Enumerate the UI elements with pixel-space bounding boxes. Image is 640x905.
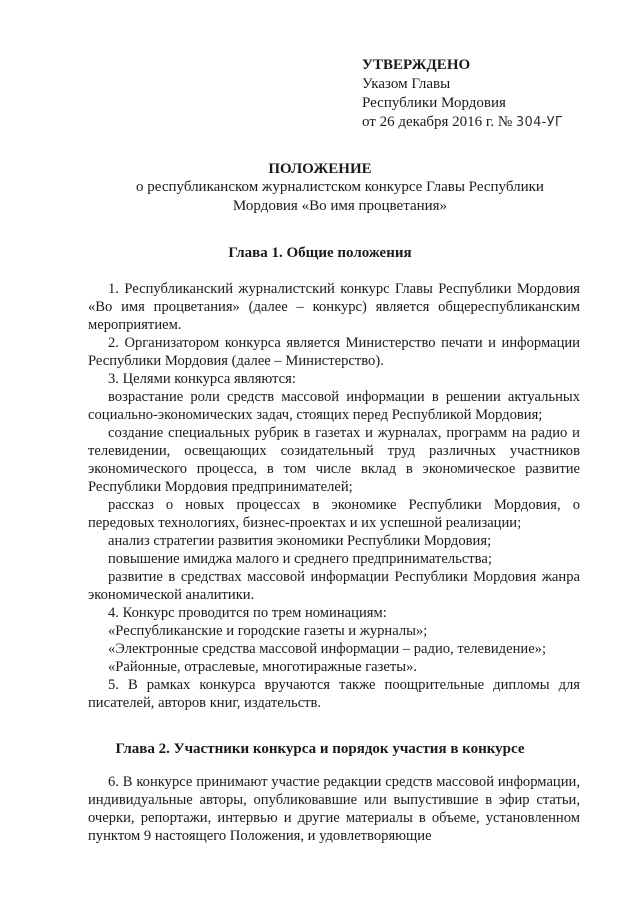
paragraph: 6. В конкурсе принимают участие редакции средств массовой информации, индивидуальные авторы, опубликовавшие или выпустившие в эфир статьи, очерки, репортажи, интервью и другие материалы в объеме, установленном пунктом 9 настоящего Положения, и удовлетворяющие [88,774,580,844]
paragraph: возрастание роли средств массовой информации в решении актуальных социально-экономических задач, стоящих перед Республикой Мордовия; [88,389,580,423]
document-subtitle: о республиканском журналистском конкурсе Главы Республики Мордовия «Во имя процветания» [136,179,544,214]
paragraph: создание специальных рубрик в газетах и журналах, программ на радио и телевидении, освещающих созидательный труд различных участников экономического процесса, в том числе вклад в экономическое развитие Республики Мордовия предпринимателей; [88,425,580,495]
paragraph: повышение имиджа малого и среднего предпринимательства; [108,551,492,567]
paragraph: развитие в средствах массовой информации Республики Мордовия жанра экономической аналитики. [88,569,580,603]
chapter-2-body [88,773,580,845]
chapter-1-heading: Глава 1. Общие положения [228,245,412,261]
paragraph: 2. Организатором конкурса является Министерство печати и информации Республики Мордовия (далее – Министерство). [88,335,580,369]
document-title: ПОЛОЖЕНИЕ [268,161,372,177]
approval-heading: УТВЕРЖДЕНО [362,57,471,73]
paragraph: анализ стратегии развития экономики Республики Мордовия; [108,533,492,549]
paragraph: 5. В рамках конкурса вручаются также поощрительные дипломы для писателей, авторов книг, издательств. [88,677,580,711]
decree-number: 304-УГ [515,115,564,130]
paragraph: «Районные, отраслевые, многотиражные газеты». [108,659,418,675]
approval-stamp [362,56,612,132]
paragraph: 4. Конкурс проводится по трем номинациям: [108,605,387,621]
paragraph: рассказ о новых процессах в экономике Республики Мордовия, о передовых технологиях, бизнес-проектах и их успешной реализации; [88,497,580,531]
approval-line-1: Указом Главы [362,76,451,92]
paragraph: «Электронные средства массовой информации – радио, телевидение»; [108,641,547,657]
approval-line-2: Республики Мордовия [362,95,506,111]
approval-date-line [362,113,612,132]
chapter-1-body [88,280,580,712]
approval-date: от 26 декабря 2016 г. № [362,114,513,130]
paragraph: «Республиканские и городские газеты и журналы»; [108,623,428,639]
chapter-2-heading: Глава 2. Участники конкурса и порядок участия в конкурсе [115,741,525,757]
paragraph: 3. Целями конкурса являются: [108,371,296,387]
paragraph: 1. Республиканский журналистский конкурс Главы Республики Мордовия «Во имя процветания» (далее – конкурс) является общереспубликанским мероприятием. [88,281,580,333]
